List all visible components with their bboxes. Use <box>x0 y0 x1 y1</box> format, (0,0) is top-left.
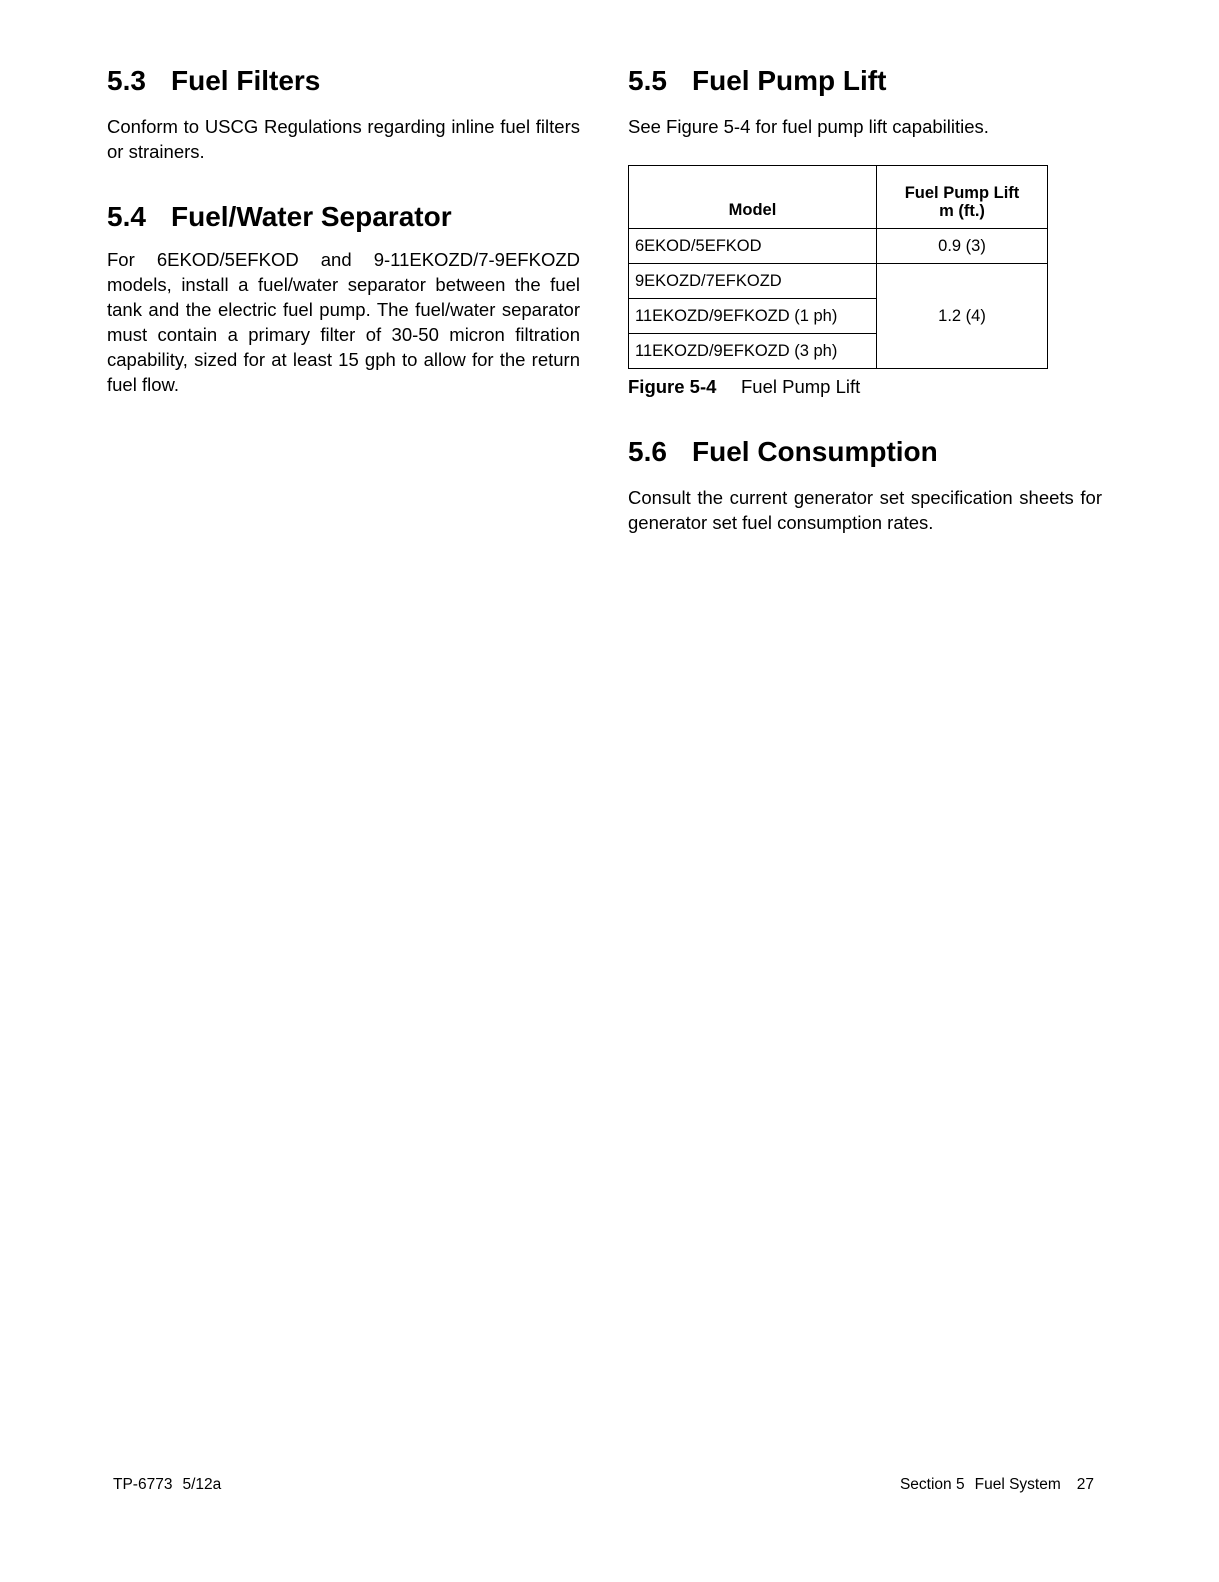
figure-caption-text: Fuel Pump Lift <box>741 376 861 397</box>
figure-caption <box>628 376 860 398</box>
header-lift-line1: Fuel Pump Lift <box>904 184 1020 202</box>
table-row <box>629 229 1048 264</box>
footer-left <box>113 1476 221 1494</box>
model-cell: 9EKOZD/7EFKOZD <box>629 264 877 299</box>
section-heading-5-4 <box>107 200 452 234</box>
section-body-5-5: See Figure 5-4 for fuel pump lift capabilities. <box>628 116 989 137</box>
section-body-5-3: Conform to USCG Regulations regarding inline fuel filters or strainers. <box>107 116 580 162</box>
section-title: Fuel Pump Lift <box>692 65 887 96</box>
header-model: Model <box>629 166 877 229</box>
header-fuel-pump-lift <box>877 166 1048 229</box>
page-number: 27 <box>1076 1476 1094 1493</box>
section-number: 5.4 <box>107 201 146 232</box>
section-number: 5.5 <box>628 65 667 96</box>
model-cell: 11EKOZD/9EFKOZD (1 ph) <box>629 299 877 334</box>
doc-number: TP-6773 <box>113 1476 173 1493</box>
model-cell: 6EKOD/5EFKOD <box>629 229 877 264</box>
section-number: 5.6 <box>628 436 667 467</box>
table-header-row <box>629 166 1048 229</box>
section-title: Fuel/Water Separator <box>171 201 452 232</box>
section-heading-5-5 <box>628 64 886 98</box>
lift-cell: 0.9 (3) <box>877 229 1048 264</box>
footer-right <box>900 1476 1094 1494</box>
section-title: Fuel Filters <box>171 65 321 96</box>
footer-section-title: Fuel System <box>974 1476 1061 1493</box>
fuel-pump-lift-table <box>628 165 1048 369</box>
lift-cell: 1.2 (4) <box>877 264 1048 369</box>
table-row <box>629 264 1048 299</box>
model-cell: 11EKOZD/9EFKOZD (3 ph) <box>629 334 877 369</box>
header-lift-line2: m (ft.) <box>939 202 985 220</box>
figure-label: Figure 5-4 <box>628 376 717 397</box>
footer-section: Section 5 <box>899 1476 965 1493</box>
section-title: Fuel Consumption <box>692 436 938 467</box>
section-body-5-4: For 6EKOD/5EFKOD and 9-11EKOZD/7-9EFKOZD models, install a fuel/water separator between the fuel tank and the electric fuel pump. The fuel/water separator must contain a primary filter of 30-50 micron filtration capability, sized for at least 15 gph to allow for the return fuel flow. <box>107 249 580 395</box>
doc-revision: 5/12a <box>182 1476 222 1493</box>
section-heading-5-3 <box>107 64 320 98</box>
section-body-5-6: Consult the current generator set specification sheets for generator set fuel consumption rates. <box>628 487 1102 533</box>
section-heading-5-6 <box>628 435 938 469</box>
section-number: 5.3 <box>107 65 146 96</box>
